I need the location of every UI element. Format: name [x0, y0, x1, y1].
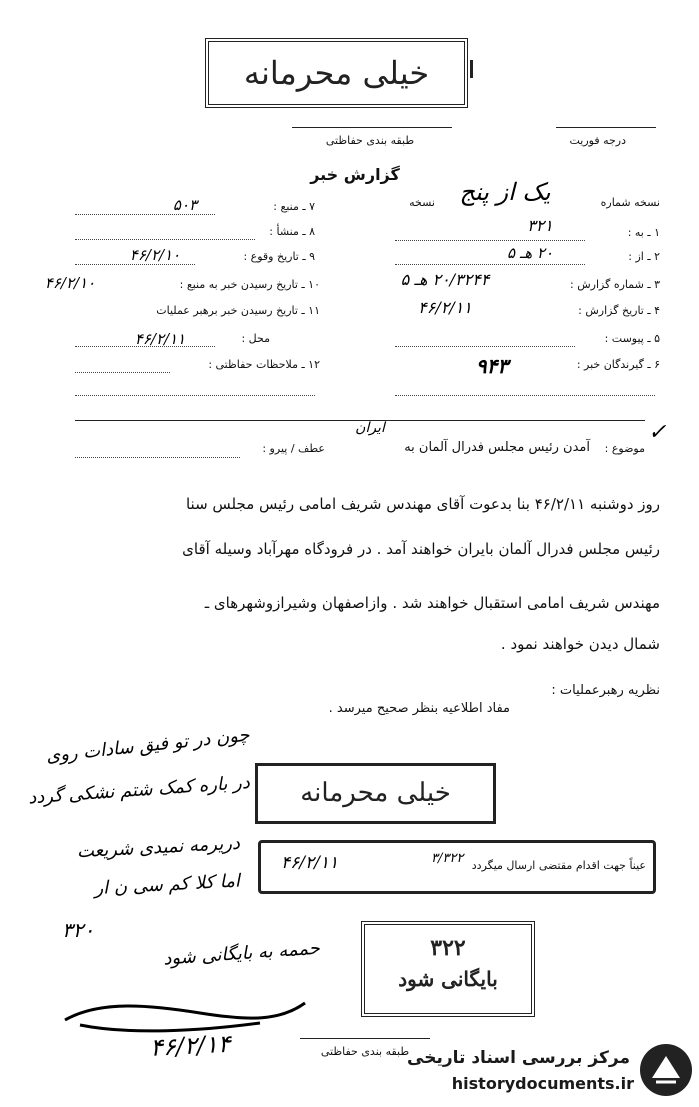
checkmark-icon: ✓ — [648, 420, 667, 445]
classification-label: طبقه بندی حفاظتی — [325, 134, 415, 147]
classification-line — [292, 127, 452, 128]
body-line: روز دوشنبه ۴۶/۲/۱۱ بنا بدعوت آقای مهندس شریف امامی رئیس مجلس سنا — [185, 495, 660, 513]
form-title: گزارش خبر — [310, 165, 400, 184]
bottom-date: ۴۶/۲/۱۴ — [149, 1029, 232, 1062]
top-stamp — [205, 38, 468, 108]
watermark-url: historydocuments.ir — [451, 1074, 634, 1093]
subject-label: موضوع : — [604, 442, 645, 455]
note-line: دریرمه نمیدی شریعت — [76, 832, 241, 863]
bottom-classification-label: طبقه بندی حفاظتی — [320, 1045, 410, 1058]
note-line: اما کلا کم سی ن ار — [93, 870, 241, 900]
field-ops-received-label: ۱۱ ـ تاریخ رسیدن خبر برهبر عملیات — [156, 304, 320, 317]
archive-stamp-number: ۳۲۲ — [430, 935, 466, 961]
field-from-label: ۲ ـ از : — [628, 250, 660, 263]
watermark — [400, 1040, 695, 1102]
mid-stamp-text: خیلی محرمانه — [300, 778, 451, 808]
field-event-date-label: ۹ ـ تاریخ وقوع : — [243, 250, 315, 263]
field-to-value: ۳۲۱ — [527, 216, 553, 235]
body-line: رئیس مجلس فدرال آلمان بایران خواهند آمد . در فرودگاه مهرآباد وسیله آقای — [182, 540, 660, 558]
field-place-value: ۴۶/۲/۱۱ — [134, 330, 186, 348]
note-number: ۳۲۰ — [62, 918, 95, 942]
forward-unit: ۳/۳۲۲ — [431, 851, 464, 866]
copy-suffix: نسخه — [409, 196, 435, 209]
body-line: مهندس شریف امامی استقبال خواهند شد . وازاصفهان وشیرازوشهرهای ـ — [204, 594, 660, 612]
field-source-value: ۵۰۳ — [172, 196, 198, 214]
copy-number-handwritten: یک از پنج — [459, 178, 551, 206]
field-recipients-value: ۹۴۳ — [475, 354, 509, 378]
field-recipients-label: ۶ ـ گیرندگان خبر : — [576, 358, 660, 371]
opinion-label: نظریه رهبرعملیات : — [551, 683, 660, 698]
forward-text: عیناً جهت اقدام مقتضی ارسال میگردد — [471, 859, 646, 872]
note-archive-line: حممه به بایگانی شود — [162, 937, 321, 970]
field-source-label: ۷ ـ منبع : — [273, 200, 315, 213]
subject-ref-label: عطف / پیرو : — [262, 442, 325, 455]
field-report-number-label: ۳ ـ شماره گزارش : — [570, 278, 660, 291]
urgency-label: درجه فوریت — [569, 134, 626, 147]
bottom-classification-line — [300, 1038, 430, 1039]
subject-text: آمدن رئیس مجلس فدرال آلمان به — [404, 440, 590, 455]
field-source-received-value: ۴۶/۲/۱۰ — [44, 274, 96, 292]
archive-logo-icon — [638, 1042, 694, 1098]
note-line: چون در تو فیق سادات روی — [45, 724, 251, 767]
copy-number-label: نسخه شماره — [600, 196, 660, 209]
field-security-notes-label: ۱۲ ـ ملاحظات حفاظتی : — [208, 358, 320, 371]
stamp-mark — [470, 60, 473, 78]
forward-date: ۴۶/۲/۱۱ — [281, 853, 339, 873]
urgency-line — [556, 127, 656, 128]
top-stamp-text: خیلی محرمانه — [243, 54, 430, 92]
subject-destination: ایران — [355, 420, 385, 436]
field-report-date-label: ۴ ـ تاریخ گزارش : — [578, 304, 660, 317]
opinion-text: مفاد اطلاعیه بنظر صحیح میرسد . — [328, 701, 510, 716]
field-to-label: ۱ ـ به : — [627, 226, 660, 239]
archive-stamp — [361, 921, 535, 1017]
body-line: شمال دیدن خواهند نمود . — [500, 635, 660, 653]
forward-box — [258, 840, 656, 894]
field-from-value: ۲۰ هـ ۵ — [506, 244, 554, 262]
field-place-label: محل : — [241, 332, 270, 345]
field-source-received-label: ۱۰ ـ تاریخ رسیدن خبر به منبع : — [179, 278, 320, 291]
mid-stamp — [255, 763, 496, 824]
field-report-number-value: ۲۰/۳۲۴۴ هـ ۵ — [400, 270, 490, 289]
field-report-date-value: ۴۶/۲/۱۱ — [418, 298, 472, 317]
field-origin-label: ۸ ـ منشأ : — [269, 225, 315, 238]
archive-stamp-text: بایگانی شود — [398, 967, 498, 991]
watermark-title: مرکز بررسی اسناد تاریخی — [407, 1048, 630, 1068]
note-line: در باره کمک شتم نشکی گردد — [27, 772, 251, 809]
field-event-date-value: ۴۶/۲/۱۰ — [129, 246, 181, 264]
field-attachment-label: ۵ ـ پیوست : — [604, 332, 660, 345]
